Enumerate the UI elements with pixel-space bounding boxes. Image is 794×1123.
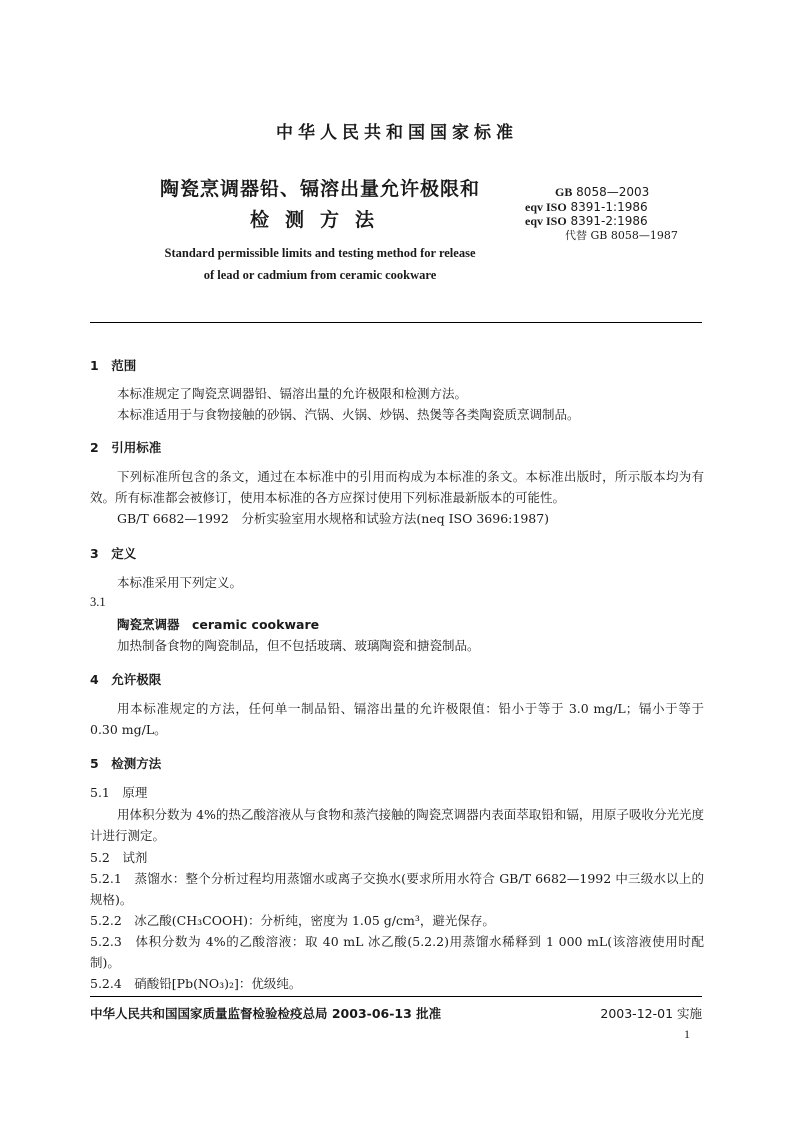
clause-3-1-number: 3.1 [90, 595, 106, 609]
clause-5-2-4: 5.2.4 硝酸铅[Pb(NO₃)₂]：优级纯。 [90, 976, 302, 991]
code-prefix: eqv ISO [525, 199, 567, 214]
document-title-line1: 陶瓷烹调器铅、镉溶出量允许极限和 [159, 178, 480, 200]
clause-5-2-heading: 5.2 试剂 [90, 850, 148, 865]
header-divider [90, 322, 702, 323]
section-4-paragraph: 用本标准规定的方法，任何单一制品铅、镉溶出量的允许极限值：铅小于等于 3.0 mg/L；镉小于等于 0.30 mg/L。 [90, 701, 704, 737]
section-1-paragraph-2: 本标准适用于与食物接触的砂锅、汽锅、火锅、炒锅、热煲等各类陶瓷质烹调制品。 [117, 407, 580, 422]
section-2-paragraph: 下列标准所包含的条文，通过在本标准中的引用而构成为本标准的条文。本标准出版时，所示版本均为有效。所有标准都会被修订，使用本标准的各方应探讨使用下列标准最新版本的可能性。 [90, 469, 704, 505]
code-value: 8058—2003 [576, 185, 650, 199]
english-title-line2: of lead or cadmium from ceramic cookware [203, 268, 437, 282]
effective-date: 2003-12-01 实施 [600, 1006, 702, 1021]
standard-codes [525, 185, 678, 243]
replaces-note: 代替 GB 8058—1987 [565, 228, 678, 242]
section-2-reference: GB/T 6682—1992 分析实验室用水规格和试验方法(neq ISO 3696:1987) [117, 511, 550, 526]
approval-note: 中华人民共和国国家质量监督检验检疫总局 2003-06-13 批准 [90, 1006, 442, 1021]
clause-3-1-term: 陶瓷烹调器 ceramic cookware [117, 617, 320, 632]
section-1-paragraph-1: 本标准规定了陶瓷烹调器铅、镉溶出量的允许极限和检测方法。 [117, 386, 468, 401]
code-row-gb [525, 185, 678, 200]
code-prefix: eqv ISO [525, 214, 567, 228]
section-3-heading: 3 定义 [90, 546, 137, 561]
clause-5-2-3: 5.2.3 体积分数为 4%的乙酸溶液：取 40 mL 冰乙酸(5.2.2)用蒸馏水稀释到 1 000 mL(该溶液使用时配制)。 [90, 934, 704, 970]
clause-5-2-2: 5.2.2 冰乙酸(CH₃COOH)：分析纯，密度为 1.05 g/cm³，避光保存。 [90, 913, 495, 928]
clause-5-2-1: 5.2.1 蒸馏水：整个分析过程均用蒸馏水或离子交换水(要求所用水符合 GB/T 6682—1992 中三级水以上的规格)。 [90, 871, 704, 907]
standard-banner: 中华人民共和国国家标准 [276, 123, 518, 143]
clause-5-1-paragraph: 用体积分数为 4%的热乙酸溶液从与食物和蒸汽接触的陶瓷烹调器内表面萃取铅和镉，用原子吸收分光光度计进行测定。 [90, 807, 704, 843]
english-title-line1: Standard permissible limits and testing method for release [164, 246, 476, 260]
section-5-heading: 5 检测方法 [90, 756, 162, 771]
document-title-line2: 检测方法 [249, 209, 390, 231]
code-value: 8391-2:1986 [570, 214, 648, 228]
section-3-paragraph: 本标准采用下列定义。 [117, 575, 243, 590]
section-2-heading: 2 引用标准 [90, 440, 162, 455]
code-row-iso2 [525, 214, 678, 229]
code-value: 8391-1:1986 [570, 199, 648, 214]
clause-3-1-definition: 加热制备食物的陶瓷制品，但不包括玻璃、玻璃陶瓷和搪瓷制品。 [117, 638, 480, 653]
clause-5-1-heading: 5.1 原理 [90, 785, 148, 800]
code-row-iso1 [525, 200, 678, 215]
section-4-heading: 4 允许极限 [90, 672, 162, 687]
page-number: 1 [684, 1027, 690, 1041]
footer-divider [90, 996, 702, 997]
code-prefix: GB [555, 185, 573, 199]
section-1-heading: 1 范围 [90, 358, 137, 373]
